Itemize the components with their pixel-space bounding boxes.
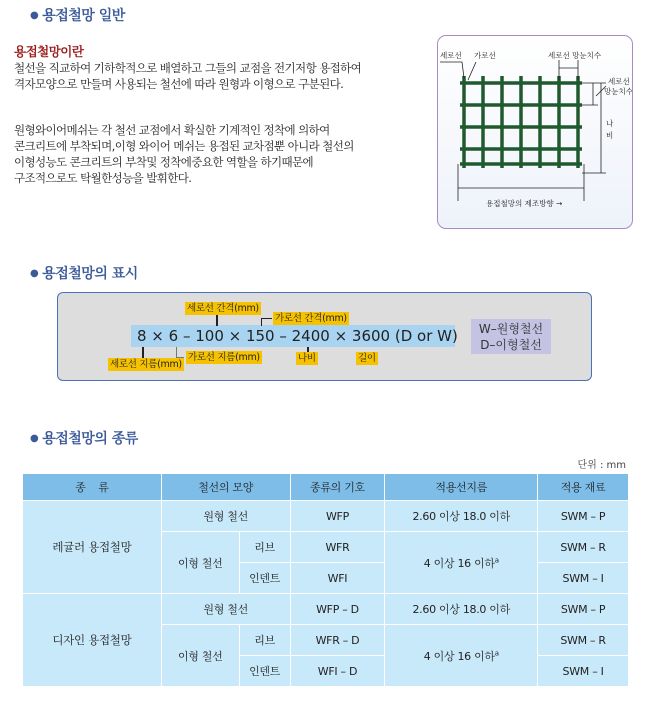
svg-text:용접철망의 제조방향 →: 용접철망의 제조방향 → xyxy=(486,199,563,208)
material-cell: SWM – R xyxy=(538,625,629,656)
material-cell: SWM – P xyxy=(538,501,629,532)
sub-shape-cell: 리브 xyxy=(239,532,290,563)
sub-shape-cell: 인덴트 xyxy=(239,656,290,687)
shape-cell: 이형 철선 xyxy=(161,625,239,687)
material-cell: SWM – I xyxy=(538,656,629,687)
svg-text:비: 비 xyxy=(606,131,614,140)
section-title-text: 용접철망 일반 xyxy=(42,8,125,24)
intro-line-6: 구조적으로도 탁월한성능을 발휘한다. xyxy=(14,171,192,185)
shape-cell: 원형 철선 xyxy=(161,594,290,625)
leader-line xyxy=(176,357,184,358)
diameter-cell xyxy=(385,625,538,687)
intro-line-1: 철선을 직교하여 기하학적으로 배열하고 그들의 교점을 전기저항 용접하여 xyxy=(14,61,362,75)
tag-horizontal-diameter: 가로선 지름(mm) xyxy=(188,352,260,363)
leader-line xyxy=(216,315,218,326)
svg-text:세로선: 세로선 xyxy=(608,77,630,86)
section-title-marking xyxy=(30,263,138,283)
tag-length: 길이 xyxy=(358,353,376,364)
section-title-text: 용접철망의 표시 xyxy=(42,266,138,282)
sub-shape-cell: 리브 xyxy=(239,625,290,656)
wire-mesh-diagram xyxy=(437,35,633,229)
intro-line-5: 이형성능도 콘크리트의 부착및 정착에중요한 역할을 하기때문에 xyxy=(14,155,314,169)
diameter-cell xyxy=(385,532,538,594)
table-row xyxy=(23,594,629,625)
formula-text: 8 × 6 – 100 × 150 – 2400 × 3600 (D or W) xyxy=(137,327,458,345)
svg-text:망눈치수: 망눈치수 xyxy=(604,87,633,96)
footnote-mark: a xyxy=(494,555,499,564)
header-diameter: 적용선지름 xyxy=(385,474,538,501)
legend-d: D–이형철선 xyxy=(480,338,542,352)
intro-line-4: 콘크리트에 부착되며,이형 와이어 메쉬는 용접된 교차점뿐 아니라 철선의 xyxy=(14,139,354,153)
footnote-mark: a xyxy=(494,648,499,657)
diameter-cell: 2.60 이상 18.0 이하 xyxy=(385,501,538,532)
bullet-icon: ● xyxy=(30,268,39,279)
header-material: 적용 재료 xyxy=(538,474,629,501)
section-title-types xyxy=(30,428,138,448)
svg-text:나: 나 xyxy=(606,119,614,128)
wire-type-legend xyxy=(471,319,551,354)
types-table xyxy=(22,473,629,687)
bullet-icon: ● xyxy=(30,10,39,21)
unit-label: 단위 : mm xyxy=(577,460,626,471)
intro-line-2: 격자모양으로 만들며 사용되는 철선에 따라 원형과 이형으로 구분된다. xyxy=(14,77,344,91)
header-shape: 철선의 모양 xyxy=(161,474,290,501)
intro-line-3: 원형와이어메쉬는 각 철선 교점에서 확실한 기계적인 정착에 의하여 xyxy=(14,123,330,137)
material-cell: SWM – I xyxy=(538,563,629,594)
table-header-row xyxy=(23,474,629,501)
header-symbol: 종류의 기호 xyxy=(290,474,385,501)
diameter-text: 4 이상 16 이하 xyxy=(423,556,495,570)
tag-vertical-spacing: 세로선 간격(mm) xyxy=(187,303,259,314)
leader-line xyxy=(176,347,177,357)
svg-text:가로선: 가로선 xyxy=(474,51,496,60)
diameter-cell: 2.60 이상 18.0 이하 xyxy=(385,594,538,625)
symbol-cell: WFP – D xyxy=(290,594,385,625)
svg-text:세로선: 세로선 xyxy=(440,51,462,60)
symbol-cell: WFR xyxy=(290,532,385,563)
diameter-text: 4 이상 16 이하 xyxy=(423,649,495,663)
section-title-text: 용접철망의 종류 xyxy=(42,431,138,447)
type-name: 레귤러 용접철망 xyxy=(23,501,162,594)
table-row xyxy=(23,501,629,532)
section-title-general xyxy=(30,5,125,25)
mesh-grid-illustration xyxy=(438,36,633,229)
shape-cell: 이형 철선 xyxy=(161,532,239,594)
bullet-icon: ● xyxy=(30,433,39,444)
sub-shape-cell: 인덴트 xyxy=(239,563,290,594)
symbol-cell: WFR – D xyxy=(290,625,385,656)
shape-cell: 원형 철선 xyxy=(161,501,290,532)
svg-text:세로선 망눈치수: 세로선 망눈치수 xyxy=(548,51,602,60)
leader-line xyxy=(261,318,272,319)
material-cell: SWM – P xyxy=(538,594,629,625)
header-type: 종 류 xyxy=(23,474,162,501)
material-cell: SWM – R xyxy=(538,532,629,563)
intro-heading: 용접철망이란 xyxy=(14,44,84,59)
tag-horizontal-spacing: 가로선 간격(mm) xyxy=(275,313,347,324)
type-name: 디자인 용접철망 xyxy=(23,594,162,687)
tag-width: 나비 xyxy=(298,353,316,364)
legend-w: W–원형철선 xyxy=(478,322,544,336)
tag-vertical-diameter: 세로선 지름(mm) xyxy=(110,359,182,370)
symbol-cell: WFP xyxy=(290,501,385,532)
notation-formula xyxy=(131,325,458,347)
symbol-cell: WFI xyxy=(290,563,385,594)
leader-line xyxy=(261,318,262,326)
symbol-cell: WFI – D xyxy=(290,656,385,687)
